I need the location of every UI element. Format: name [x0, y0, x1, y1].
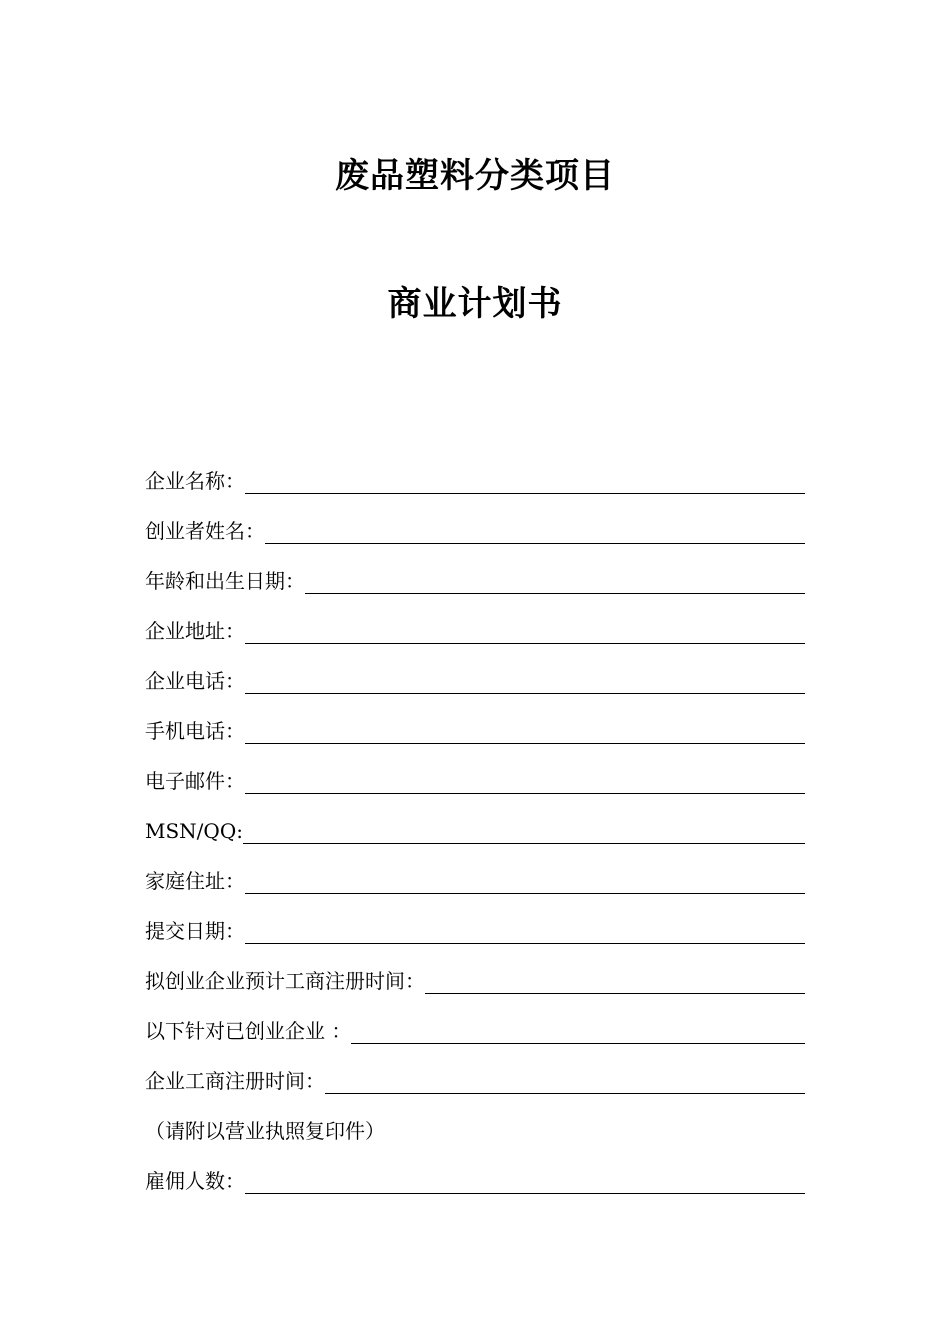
- home-address-field[interactable]: [245, 892, 805, 894]
- field-label: 企业地址：: [145, 619, 245, 643]
- company-name-field[interactable]: [245, 492, 805, 494]
- field-label: 雇佣人数：: [145, 1169, 245, 1193]
- license-note: （请附以营业执照复印件）: [145, 1119, 385, 1143]
- field-label: 企业名称：: [145, 469, 245, 493]
- field-label: 年龄和出生日期：: [145, 569, 305, 593]
- document-subtitle: 商业计划书: [387, 284, 563, 324]
- field-label: 企业电话：: [145, 669, 245, 693]
- document-title: 废品塑料分类项目: [335, 156, 615, 196]
- field-label: 手机电话：: [145, 719, 245, 743]
- existing-company-field[interactable]: [351, 1042, 805, 1044]
- form-row-mobile-phone: [145, 694, 805, 744]
- form-row-existing-company: [145, 994, 805, 1044]
- email-field[interactable]: [245, 792, 805, 794]
- company-phone-field[interactable]: [245, 692, 805, 694]
- form-row-company-name: [145, 444, 805, 494]
- field-label: 拟创业企业预计工商注册时间：: [145, 969, 425, 993]
- submit-date-field[interactable]: [245, 942, 805, 944]
- mobile-phone-field[interactable]: [245, 742, 805, 744]
- field-label: 提交日期：: [145, 919, 245, 943]
- form-row-company-address: [145, 594, 805, 644]
- form-row-employees: [145, 1144, 805, 1194]
- form-row-email: [145, 744, 805, 794]
- field-label: 电子邮件：: [145, 769, 245, 793]
- field-label: 以下针对已创业企业 ：: [145, 1019, 352, 1043]
- form-row-founder-name: [145, 494, 805, 544]
- form-row-license-note: [145, 1094, 805, 1144]
- employees-field[interactable]: [245, 1192, 805, 1194]
- registration-time-field[interactable]: [325, 1092, 805, 1094]
- form-row-registration-time: [145, 1044, 805, 1094]
- company-address-field[interactable]: [245, 642, 805, 644]
- founder-name-field[interactable]: [265, 542, 805, 544]
- form-row-msn-qq: [145, 794, 805, 844]
- field-label: MSN/QQ:: [145, 819, 243, 843]
- planned-registration-field[interactable]: [425, 992, 805, 994]
- form-row-age-birthdate: [145, 544, 805, 594]
- form-row-company-phone: [145, 644, 805, 694]
- form-row-home-address: [145, 844, 805, 894]
- field-label: 家庭住址：: [145, 869, 245, 893]
- form-row-submit-date: [145, 894, 805, 944]
- age-birthdate-field[interactable]: [305, 592, 805, 594]
- field-label: 创业者姓名：: [145, 519, 265, 543]
- form-row-planned-registration: [145, 944, 805, 994]
- cover-form: [145, 444, 805, 1194]
- field-label: 企业工商注册时间：: [145, 1069, 325, 1093]
- msn-qq-field[interactable]: [243, 842, 805, 844]
